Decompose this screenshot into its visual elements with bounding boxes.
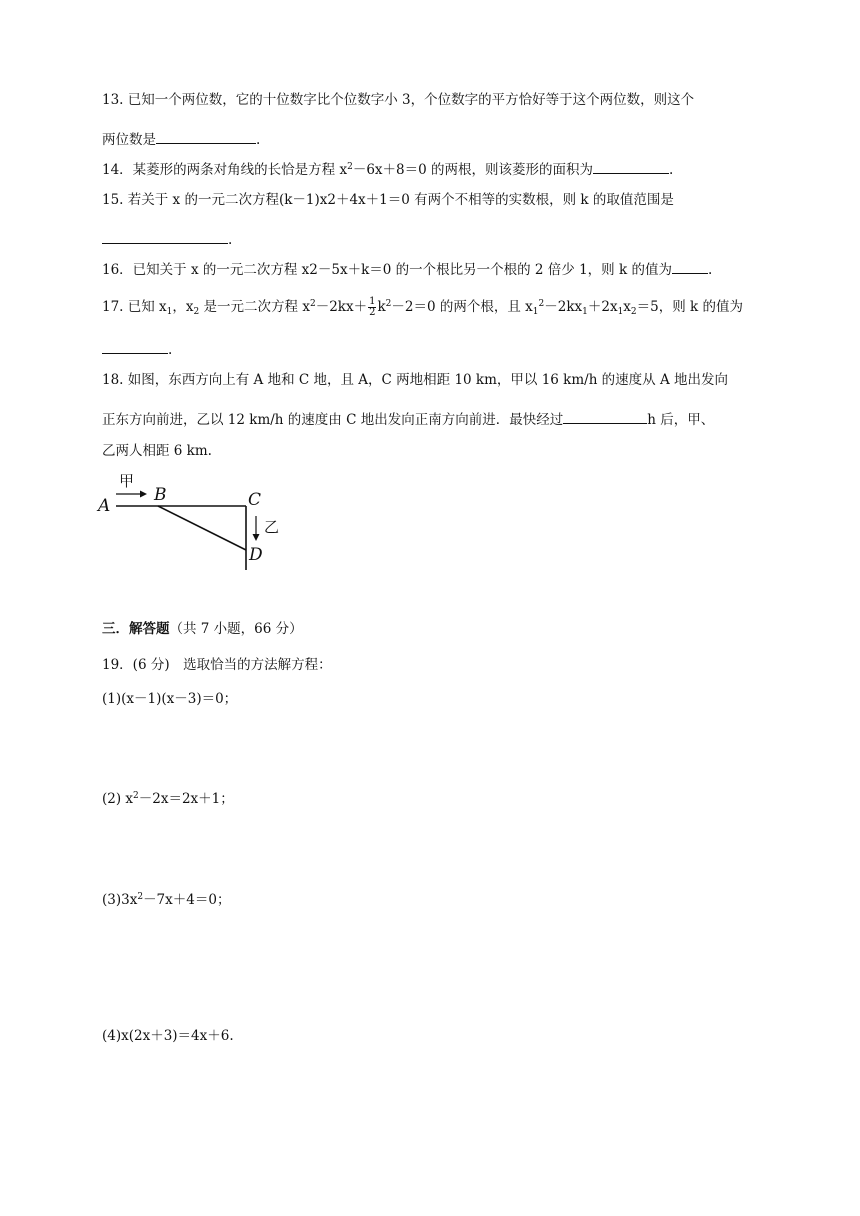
- section3-heading: [102, 620, 303, 638]
- q14-text-b: －6x＋8＝0 的两根，则该菱形的面积为: [352, 162, 593, 178]
- segment-bd: [158, 506, 246, 550]
- q17-sub5: 1: [617, 307, 624, 317]
- q16-line: [102, 259, 712, 279]
- q17-exp3: 2: [538, 299, 545, 309]
- q18-answer-blank[interactable]: [563, 409, 647, 424]
- q13-answer-blank[interactable]: [156, 129, 256, 144]
- q19-p3-a: (3)3x: [102, 892, 138, 908]
- q13-end: .: [256, 132, 261, 148]
- q14-exponent: 2: [347, 162, 353, 172]
- q17-t3: 是一元二次方程 x: [199, 299, 310, 315]
- q18-line2: [102, 409, 714, 429]
- q14-text-a: 14．某菱形的两条对角线的长恰是方程 x: [102, 162, 348, 178]
- q14-answer-blank[interactable]: [593, 159, 669, 174]
- q17-t7: －2kx: [544, 299, 583, 315]
- q19-p2-b: －2x＝2x＋1；: [138, 791, 234, 807]
- q15-answer-blank[interactable]: [102, 229, 228, 244]
- q17-t5: k: [377, 299, 386, 315]
- q16-answer-blank[interactable]: [672, 259, 708, 274]
- q19-part4: (4)x(2x＋3)＝4x＋6.: [102, 1028, 234, 1044]
- q19-part3: [102, 891, 230, 909]
- q13-line1: 13. 已知一个两位数，它的十位数字比个位数字小 3，个位数字的平方恰好等于这个两位数，则这个: [102, 92, 695, 108]
- q17-exp2: 2: [385, 299, 392, 309]
- q18-line1: 18. 如图，东西方向上有 A 地和 C 地，且 A，C 两地相距 10 km，甲以 16 km/h 的速度从 A 地出发向: [102, 372, 729, 388]
- q17-sub3: 1: [532, 307, 539, 317]
- q17-t4: －2kx＋: [315, 299, 368, 315]
- q19-p3-exp: 2: [137, 892, 144, 902]
- q17-line1: [102, 297, 743, 318]
- q17-exp1: 2: [309, 299, 316, 309]
- section3-note: （共 7 小题，66 分）: [169, 621, 303, 637]
- label-b: B: [154, 485, 167, 505]
- q13-text: 两位数是: [102, 132, 156, 148]
- section3-title: 三．解答题: [102, 621, 170, 637]
- q17-sub2: 2: [193, 307, 200, 317]
- jia-arrow-head-icon: [140, 491, 147, 498]
- q19-part2: [102, 790, 234, 808]
- q14-line: [102, 159, 673, 179]
- q17-t6: －2＝0 的两个根，且 x: [391, 299, 533, 315]
- q18-text-a: 正东方向前进，乙以 12 km/h 的速度由 C 地出发向正南方向前进．最快经过: [102, 412, 564, 428]
- q15-line2: [102, 229, 232, 249]
- label-a: A: [98, 496, 111, 516]
- q16-text: 16．已知关于 x 的一元二次方程 x2－5x＋k＝0 的一个根比另一个根的 2 倍少 1，则 k 的值为: [102, 262, 672, 278]
- q16-end: .: [707, 262, 713, 278]
- q17-answer-blank[interactable]: [102, 339, 168, 354]
- q17-end: .: [168, 342, 173, 358]
- q14-end: .: [669, 162, 674, 178]
- label-yi: 乙: [264, 518, 280, 536]
- q17-sub6: 2: [630, 307, 637, 317]
- q18-text-b: h 后，甲、: [647, 412, 715, 428]
- label-d: D: [249, 545, 263, 565]
- q17-frac-num: 1: [369, 296, 376, 307]
- q17-t2: ，x: [172, 299, 194, 315]
- q19-p2-exp: 2: [133, 791, 139, 801]
- q19-part1: (1)(x－1)(x－3)＝0；: [102, 691, 238, 707]
- q17-line2: [102, 339, 172, 359]
- q17-t9: x: [623, 299, 631, 315]
- yi-arrow-head-icon: [253, 534, 260, 541]
- q13-line2: [102, 129, 260, 149]
- q17-fraction: [368, 297, 376, 318]
- q17-sub1: 1: [166, 307, 173, 317]
- q19-stem: 19．(6 分) 选取恰当的方法解方程：: [102, 657, 332, 673]
- q18-line3: 乙两人相距 6 km.: [102, 443, 212, 459]
- q17-sub4: 1: [582, 307, 588, 317]
- q17-t1: 17. 已知 x: [102, 299, 167, 315]
- q17-frac-den: 2: [369, 307, 376, 318]
- label-jia: 甲: [119, 472, 135, 490]
- q15-line1: 15. 若关于 x 的一元二次方程(k－1)x2＋4x＋1＝0 有两个不相等的实数根，则 k 的取值范围是: [102, 192, 674, 208]
- q19-p2-a: (2) x: [102, 791, 134, 807]
- q17-t10: ＝5，则 k 的值为: [636, 299, 744, 315]
- q17-t8: ＋2x: [587, 299, 618, 315]
- q15-end: .: [228, 232, 233, 248]
- q18-figure: [96, 468, 296, 578]
- q19-p3-b: －7x＋4＝0；: [143, 892, 231, 908]
- label-c: C: [248, 490, 262, 510]
